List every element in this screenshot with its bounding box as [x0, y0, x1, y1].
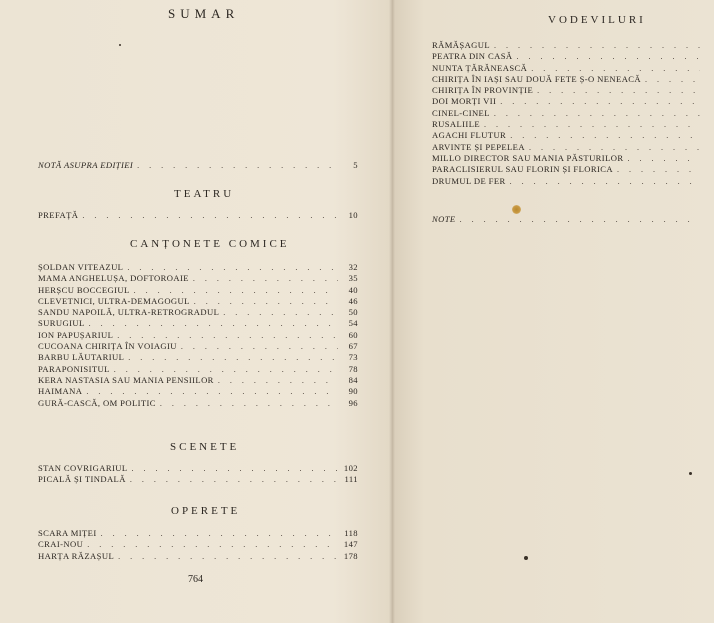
toc-title: STAN COVRIGARIUL — [38, 463, 128, 473]
leader-dots — [117, 330, 338, 341]
toc-row — [432, 63, 704, 74]
toc-page: 60 — [348, 329, 358, 340]
toc-title: CLEVETNICI, ULTRA-DEMAGOGUL — [38, 295, 190, 306]
toc-row — [432, 214, 704, 225]
toc-row — [432, 74, 704, 85]
toc-row — [432, 96, 704, 107]
section-heading: SCENETE — [170, 441, 240, 453]
toc-page: 54 — [348, 318, 358, 329]
toc-title: KERA NASTASIA SAU MANIA PENSIILOR — [38, 374, 214, 385]
leader-dots — [160, 398, 338, 409]
leader-dots — [627, 153, 700, 164]
leader-dots — [537, 85, 700, 96]
toc-row — [38, 463, 358, 474]
toc-page: 35 — [348, 273, 358, 284]
toc-page: 96 — [348, 397, 358, 408]
toc-row — [38, 398, 358, 409]
ink-stain — [512, 205, 521, 214]
leader-dots — [181, 341, 338, 352]
leader-dots — [531, 63, 700, 74]
toc-row — [38, 210, 358, 221]
leader-dots — [118, 551, 338, 562]
toc-row — [432, 108, 704, 119]
leader-dots — [193, 273, 338, 284]
toc-title: NOTĂ ASUPRA EDIȚIEI — [38, 160, 134, 170]
toc-row — [432, 142, 704, 153]
leader-dots — [89, 318, 338, 329]
toc-title: DOI MORȚI VII — [432, 96, 497, 107]
toc-title: RĂMĂȘAGUL — [432, 40, 491, 50]
toc-page: 32 — [348, 262, 358, 272]
section-list — [38, 463, 358, 486]
toc-title: PARAPONISITUL — [38, 363, 110, 374]
toc-title: ION PAPUȘARIUL — [38, 329, 114, 340]
leader-dots — [645, 74, 700, 85]
notes-list — [432, 214, 704, 225]
leader-dots — [127, 262, 338, 273]
toc-row — [432, 85, 704, 96]
section-list — [38, 210, 358, 221]
toc-row — [432, 51, 704, 62]
toc-row — [38, 528, 358, 539]
page-title: SUMAR — [168, 6, 240, 21]
leader-dots — [114, 364, 338, 375]
leader-dots — [132, 463, 338, 474]
toc-row — [38, 330, 358, 341]
toc-title: PICALĂ ȘI TINDALĂ — [38, 474, 126, 485]
toc-title: CHIRIȚA ÎN IAȘI SAU DOUĂ FETE Ș-O NENEACĂ — [432, 73, 642, 84]
toc-row — [38, 364, 358, 375]
leader-dots — [130, 474, 338, 485]
toc-page: 111 — [344, 474, 358, 485]
toc-title: SURUGIUL — [38, 318, 85, 329]
toc-row — [38, 262, 358, 273]
toc-title: AGACHI FLUTUR — [432, 130, 507, 141]
toc-row — [38, 307, 358, 318]
toc-title: GURĂ-CASCĂ, OM POLITIC — [38, 397, 156, 408]
nota-list — [38, 160, 358, 171]
section-heading: CANȚONETE COMICE — [130, 238, 290, 250]
leader-dots — [87, 539, 338, 550]
toc-page: 78 — [348, 363, 358, 374]
toc-title: NUNTA ȚĂRĂNEASCĂ — [432, 62, 528, 73]
toc-title: SANDU NAPOILĂ, ULTRA-RETROGRADUL — [38, 307, 220, 318]
toc-row — [38, 285, 358, 296]
toc-title: ARVINTE ȘI PEPELEA — [432, 141, 525, 152]
toc-row — [38, 296, 358, 307]
leader-dots — [82, 210, 338, 221]
leader-dots — [510, 176, 700, 187]
toc-title: HAIMANA — [38, 386, 83, 397]
toc-title: BARBU LĂUTARIUL — [38, 352, 125, 363]
page-number: 764 — [188, 574, 203, 585]
toc-row — [38, 341, 358, 352]
ink-dot — [689, 472, 692, 475]
leader-dots — [194, 296, 338, 307]
toc-page: 102 — [343, 463, 358, 473]
ink-dot — [524, 556, 528, 560]
toc-row — [432, 119, 704, 130]
toc-row — [38, 160, 358, 171]
toc-row — [38, 539, 358, 550]
toc-row — [38, 375, 358, 386]
toc-page: 178 — [343, 550, 358, 561]
toc-title: CINEL-CINEL — [432, 107, 490, 118]
toc-row — [432, 153, 704, 164]
toc-row — [38, 352, 358, 363]
toc-page: 67 — [348, 341, 358, 352]
toc-title: CUCOANA CHIRIȚA ÎN VOIAGIU — [38, 341, 177, 352]
book-gutter — [389, 0, 395, 623]
leader-dots — [510, 130, 700, 141]
toc-page: 147 — [343, 539, 358, 550]
leader-dots — [460, 214, 700, 225]
toc-row — [38, 318, 358, 329]
toc-title: SCARA MIȚEI — [38, 528, 97, 538]
leader-dots — [128, 352, 338, 363]
toc-page: 40 — [348, 284, 358, 295]
toc-page: 73 — [348, 352, 358, 363]
toc-title: PARACLISIERUL SAU FLORIN ȘI FLORICA — [432, 164, 613, 175]
section-heading: OPERETE — [171, 505, 241, 517]
leader-dots — [529, 142, 700, 153]
leader-dots — [517, 51, 701, 62]
section-list — [38, 528, 358, 562]
toc-title: PREFAȚĂ — [38, 210, 79, 220]
leader-dots — [494, 108, 700, 119]
toc-row — [432, 164, 704, 175]
leader-dots — [494, 40, 700, 51]
leader-dots — [86, 386, 338, 397]
toc-title: MAMA ANGHELUȘA, DOFTOROAIE — [38, 273, 189, 284]
leader-dots — [101, 528, 338, 539]
toc-title: HERȘCU BOCCEGIUL — [38, 284, 130, 295]
toc-row — [38, 386, 358, 397]
section-list — [38, 262, 358, 409]
toc-page: 84 — [348, 374, 358, 385]
leader-dots — [484, 119, 700, 130]
toc-title: HARȚA RĂZAȘUL — [38, 550, 115, 561]
toc-row — [38, 551, 358, 562]
toc-page: 46 — [348, 295, 358, 306]
toc-row — [432, 130, 704, 141]
leader-dots — [134, 285, 338, 296]
toc-page: 5 — [353, 160, 358, 170]
vodeviluri-list — [432, 40, 704, 187]
leader-dots — [137, 160, 338, 171]
toc-row — [432, 40, 704, 51]
section-heading: TEATRU — [174, 188, 235, 200]
toc-title: MILLO DIRECTOR SAU MANIA PĂSTURILOR — [432, 152, 624, 163]
toc-row — [38, 273, 358, 284]
toc-title: DRUMUL DE FER — [432, 175, 506, 186]
toc-page: 118 — [344, 528, 358, 538]
toc-page: 90 — [348, 386, 358, 397]
leader-dots — [617, 164, 700, 175]
toc-title: CHIRIȚA ÎN PROVINȚIE — [432, 85, 534, 96]
toc-row — [432, 176, 704, 187]
toc-page: 10 — [348, 210, 358, 220]
toc-page: 50 — [348, 307, 358, 318]
toc-title: PEATRA DIN CASĂ — [432, 51, 513, 62]
leader-dots — [218, 375, 338, 386]
leader-dots — [223, 307, 338, 318]
toc-title: RUSALIILE — [432, 119, 480, 130]
leader-dots — [500, 96, 700, 107]
toc-title: NOTE — [432, 214, 456, 224]
page-title: VODEVILURI — [548, 14, 646, 26]
toc-title: CRAI-NOU — [38, 539, 84, 550]
ink-dot — [119, 44, 121, 46]
toc-title: ȘOLDAN VITEAZUL — [38, 262, 124, 272]
toc-row — [38, 474, 358, 485]
